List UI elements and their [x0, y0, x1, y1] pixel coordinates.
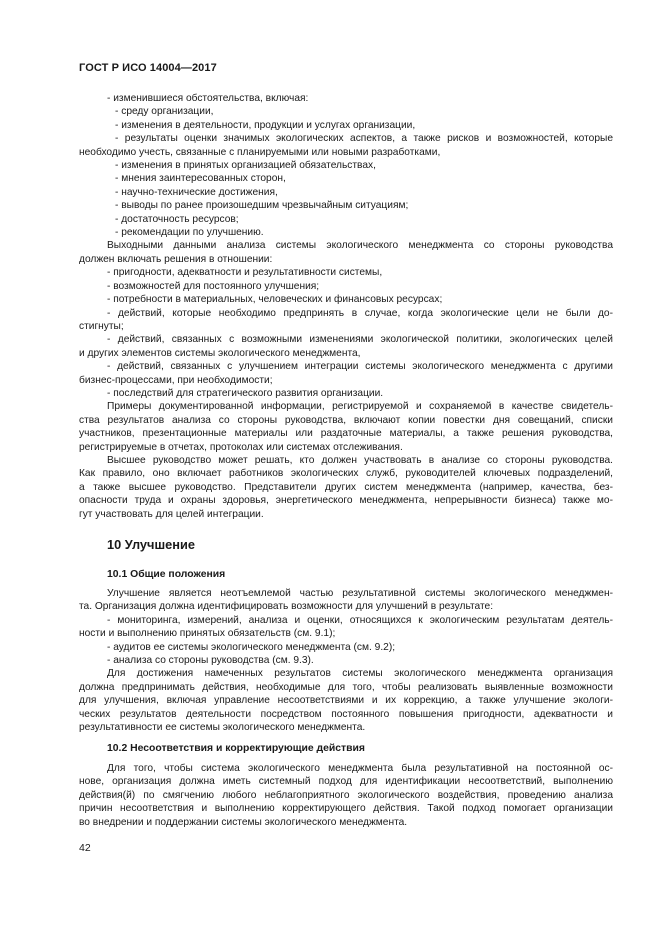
text-line: регистрируемые в отчетах, протоколах или системах отслеживания. — [79, 441, 403, 453]
text-line: - действий, связанных с возможными изменениями экологической политики, экологических целей — [107, 334, 613, 346]
nonconformity-text — [79, 762, 613, 829]
text-line: - результаты оценки значимых экологических аспектов, а также рисков и возможностей, которые — [115, 133, 613, 145]
text-line: - рекомендации по улучшению. — [115, 227, 264, 239]
text-line: бизнес-процессами, при необходимости; — [79, 374, 273, 386]
text-line: Примеры документированной информации, регистрируемой и сохраняемой в качестве свидетель- — [107, 401, 613, 413]
text-line: - выводы по ранее произошедшим чрезвычайным ситуациям; — [115, 200, 409, 212]
text-line: должна предпринимать действия, необходимые для того, чтобы реализовать выявленные возможности — [79, 681, 613, 693]
text-line: причин несоответствия и выполнению корректирующего действия. Такой подход помогает организации — [79, 803, 613, 815]
text-line: - анализа со стороны руководства (см. 9.3). — [107, 655, 314, 667]
text-line: - мониторинга, измерений, анализа и оценки, относящихся к экологическим результатам деятель- — [107, 614, 613, 626]
text-line: - изменившиеся обстоятельства, включая: — [107, 93, 309, 104]
text-line: - возможностей для постоянного улучшения; — [107, 280, 320, 292]
text-line: стигнуты; — [79, 320, 124, 332]
text-line: Для того, чтобы система экологического менеджмента была результативной на постоянной ос- — [107, 763, 613, 774]
page-number: 42 — [79, 842, 91, 854]
text-line: должен включать решения в отношении: — [79, 253, 273, 265]
text-line: нове, организация должна иметь системный подход для идентификации несоответствий, выполнению — [79, 776, 613, 788]
text-line: та. Организация должна идентифицировать возможности для улучшений в результате: — [79, 601, 494, 613]
text-line: гут участвовать для целей интеграции. — [79, 508, 264, 520]
text-line: - потребности в материальных, человеческих и финансовых ресурсах; — [107, 294, 443, 306]
text-line: для улучшения, включая управление несоответствиями и их коррекцию, а также улучшение экологи- — [79, 695, 613, 707]
text-line: - мнения заинтересованных сторон, — [115, 173, 286, 185]
document-header: ГОСТ Р ИСО 14004—2017 — [79, 62, 217, 74]
text-line: Выходными данными анализа системы экологического менеджмента со стороны руководства — [107, 240, 613, 252]
improvement-general-text — [79, 587, 613, 734]
text-line: - достаточность ресурсов; — [115, 213, 239, 225]
section-title: 10 Улучшение — [107, 537, 195, 552]
text-line: - изменения в принятых организацией обязательствах, — [115, 160, 376, 172]
text-line: Улучшение является неотъемлемой частью результативной системы экологического менеджмен- — [107, 588, 613, 599]
text-line: - среду организации, — [115, 106, 214, 118]
text-line: а также высшее руководство. Представители других систем менеджмента (например, качества, без- — [79, 481, 613, 493]
text-line: - пригодности, адекватности и результативности системы, — [107, 267, 383, 279]
text-line: результативности ее системы экологического менеджмента. — [79, 722, 366, 734]
text-line: Как правило, оно включает работников экологических служб, руководителей ключевых подразделений, — [79, 468, 613, 480]
text-line: ности и выполнению принятых обязательств (см. 9.1); — [79, 628, 336, 640]
text-line: ческих результатов деятельности посредством постоянного повышения пригодности, адекватности и — [79, 708, 613, 720]
text-line: необходимо учесть, связанные с планируемыми или новыми разработками, — [79, 146, 441, 158]
text-line: - действий, которые необходимо предпринять в случае, когда экологические цели не были до- — [107, 307, 613, 319]
review-inputs-outputs-text — [79, 92, 613, 521]
text-line: - научно-технические достижения, — [115, 186, 278, 198]
text-line: - аудитов ее системы экологического менеджмента (см. 9.2); — [107, 641, 396, 653]
text-line: и других элементов системы экологического менеджмента, — [79, 347, 361, 359]
text-line: - последствий для стратегического развития организации. — [107, 387, 384, 399]
subsection-title: 10.1 Общие положения — [107, 569, 226, 580]
text-line: действия(й) по смягчению любого неблагоприятного экологического воздействия, проведению анализа — [79, 789, 613, 801]
text-line: участников, презентационные материалы или раздаточные материалы, а также решения руководства, — [79, 428, 613, 440]
text-line: Для достижения намеченных результатов системы экологического менеджмента организация — [107, 668, 613, 680]
text-line: - действий, связанных с улучшением интеграции системы экологического менеджмента с другими — [107, 361, 613, 373]
text-line: ства результатов анализа со стороны руководства, включают копии повестки дня совещаний, списки — [79, 414, 613, 426]
text-line: опасности труда и охраны здоровья, энергетического менеджмента, непрерывности бизнеса) также мо- — [79, 495, 613, 507]
subsection-title: 10.2 Несоответствия и корректирующие действия — [107, 743, 365, 754]
text-line: - изменения в деятельности, продукции и услугах организации, — [115, 119, 416, 131]
text-line: во внедрении и поддержании системы экологического менеджмента. — [79, 816, 408, 828]
text-line: Высшее руководство может решать, кто должен участвовать в анализе со стороны руководства. — [107, 454, 613, 466]
